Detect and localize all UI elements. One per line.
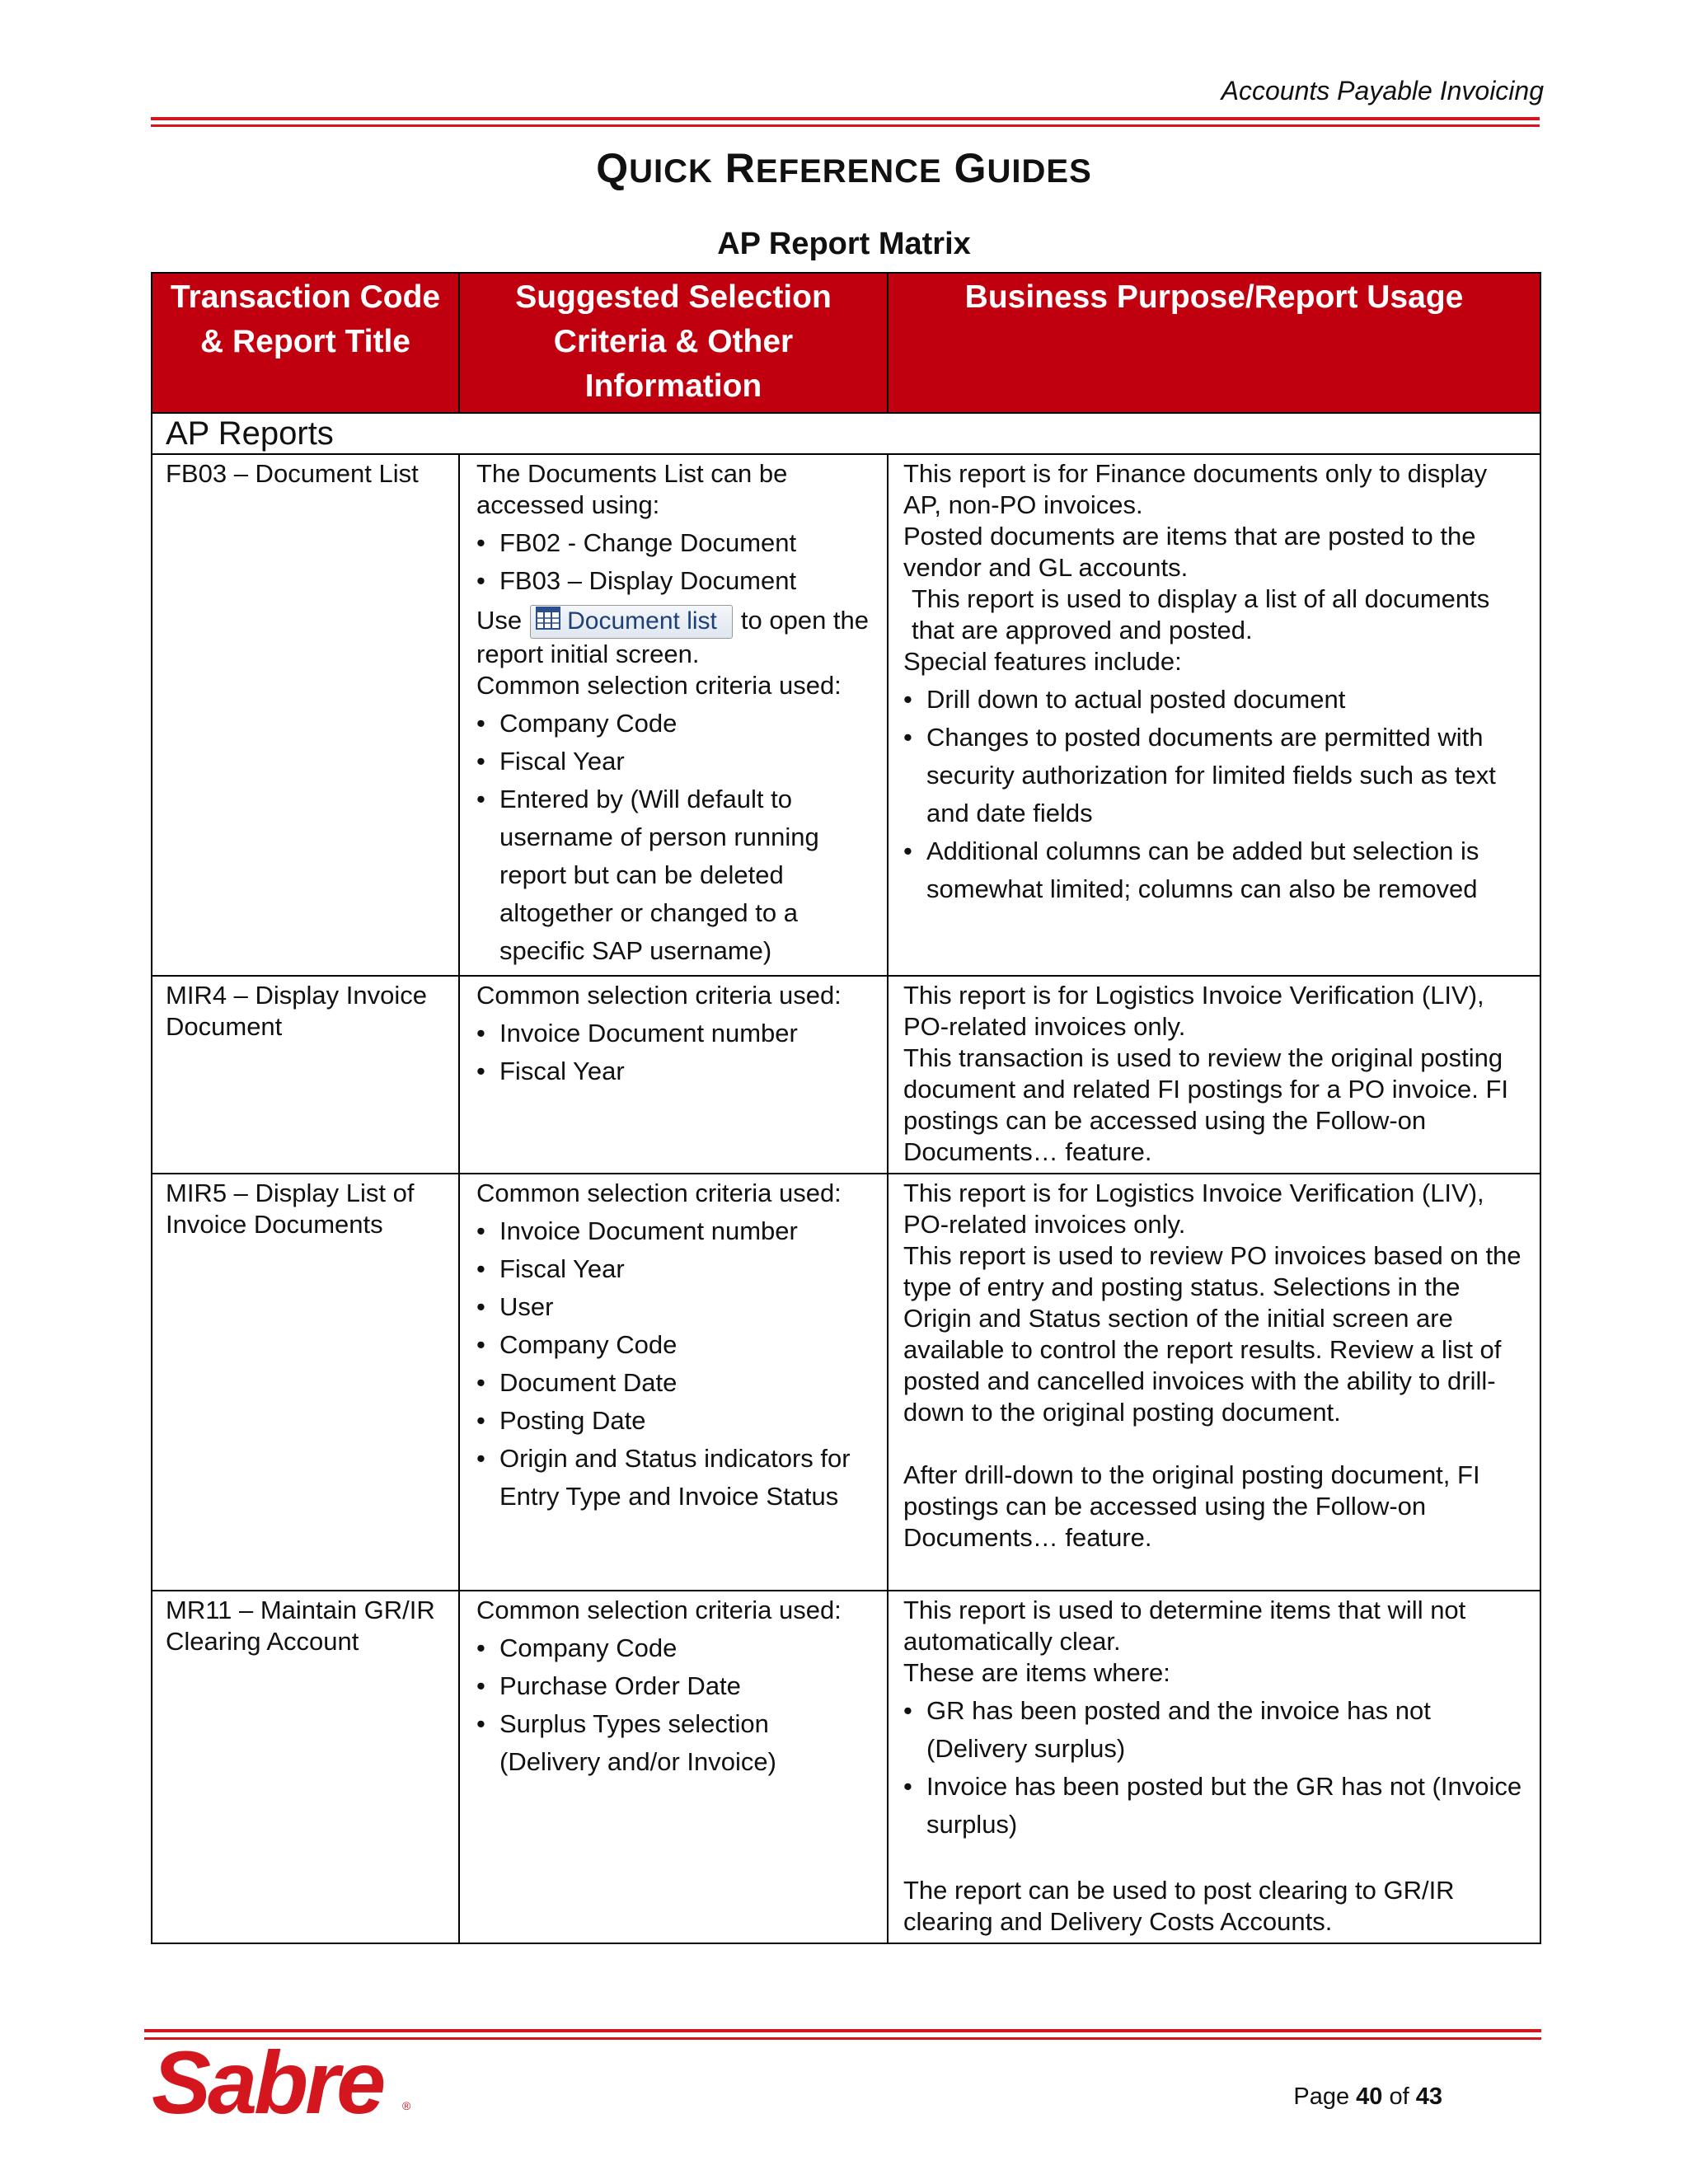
list-item: • Surplus Types selection (Delivery and/or Invoice)	[476, 1705, 870, 1781]
list-item: • Changes to posted documents are permitted with security authorization for limited fields such as text and date fields	[903, 719, 1525, 832]
table-row	[152, 1174, 1540, 1591]
purpose-paragraph: This report is used to determine items that will not automatically clear.	[903, 1596, 1466, 1657]
business-purpose-cell	[888, 1174, 1540, 1591]
document-header-title: Accounts Payable Invoicing	[1221, 76, 1544, 105]
table-row	[152, 976, 1540, 1174]
sabre-logo	[147, 2037, 419, 2132]
purpose-paragraph: This report is for Logistics Invoice Verification (LIV), PO-related invoices only.	[903, 981, 1484, 1042]
table-title: AP Report Matrix	[717, 227, 971, 261]
column-header-business-purpose: Business Purpose/Report Usage	[888, 273, 1540, 413]
list-item: • Invoice Document number	[476, 1015, 870, 1052]
criteria-list	[476, 1212, 870, 1516]
criteria-list	[476, 1629, 870, 1781]
list-grid-icon	[536, 607, 560, 638]
common-criteria-label: Common selection criteria used:	[476, 671, 842, 701]
transaction-code-cell: MR11 – Maintain GR/IR Clearing Account	[152, 1591, 459, 1943]
table-row	[152, 1591, 1540, 1943]
paragraph-gap	[903, 1428, 1525, 1460]
selection-criteria-cell	[459, 1591, 888, 1943]
purpose-paragraph: This report is used to display a list of all documents that are approved and posted.	[912, 584, 1490, 644]
logo-wordmark: Sabre	[152, 2037, 383, 2128]
list-item: • Additional columns can be added but selection is somewhat limited; columns can also be removed	[903, 832, 1525, 908]
list-item: • FB03 – Display Document	[476, 562, 870, 600]
selection-criteria-cell	[459, 454, 888, 976]
page-title: QUICK REFERENCE GUIDES	[596, 145, 1092, 191]
conditions-list	[903, 1692, 1525, 1844]
transaction-code-cell: FB03 – Document List	[152, 454, 459, 976]
list-item: • Fiscal Year	[476, 1052, 870, 1090]
list-item: • Fiscal Year	[476, 1250, 870, 1288]
use-instruction: Use Document list to open the report initial screen.	[476, 606, 870, 669]
business-purpose-cell	[888, 454, 1540, 976]
transaction-code-cell: MIR5 – Display List of Invoice Documents	[152, 1174, 459, 1591]
column-header-transaction-code: Transaction Code & Report Title	[152, 273, 459, 413]
paragraph-gap	[903, 1844, 1525, 1875]
selection-criteria-cell	[459, 1174, 888, 1591]
business-purpose-cell	[888, 1591, 1540, 1943]
table-header-row	[152, 273, 1540, 413]
section-row	[152, 413, 1540, 454]
document-list-button: Document list	[530, 605, 733, 639]
list-item: • Entered by (Will default to username of person running report but can be deleted altogether or changed to a specific SAP username)	[476, 780, 870, 970]
list-item: • Company Code	[476, 1326, 870, 1364]
features-list	[903, 681, 1525, 908]
list-item: • Drill down to actual posted document	[903, 681, 1525, 719]
table-row	[152, 454, 1540, 976]
page-number: Page 40 of 43	[1293, 2083, 1442, 2110]
svg-text:®: ®	[402, 2099, 411, 2112]
list-item: • Origin and Status indicators for Entry Type and Invoice Status	[476, 1440, 870, 1516]
criteria-intro: The Documents List can be accessed using:	[476, 459, 788, 519]
common-criteria-label: Common selection criteria used:	[476, 1179, 842, 1208]
purpose-paragraph: This report is for Logistics Invoice Verification (LIV), PO-related invoices only.	[903, 1179, 1484, 1240]
criteria-list	[476, 705, 870, 970]
list-item: • Company Code	[476, 1629, 870, 1667]
transaction-code-cell: MIR4 – Display Invoice Document	[152, 976, 459, 1174]
selection-criteria-cell	[459, 976, 888, 1174]
access-list	[476, 524, 870, 600]
criteria-list	[476, 1015, 870, 1090]
purpose-paragraph: This transaction is used to review the original posting document and related FI postings for a PO invoice. FI postings can be accessed using the Follow-on Documents… feature.	[903, 1043, 1509, 1167]
ap-report-matrix	[151, 272, 1541, 1944]
section-label: AP Reports	[152, 413, 1540, 454]
list-item: • Invoice has been posted but the GR has not (Invoice surplus)	[903, 1768, 1525, 1844]
purpose-paragraph: These are items where:	[903, 1658, 1170, 1688]
list-item: • Invoice Document number	[476, 1212, 870, 1250]
purpose-paragraph: After drill-down to the original posting document, FI postings can be accessed using the Follow-on Documents… feature.	[903, 1460, 1480, 1553]
list-item: • Posting Date	[476, 1402, 870, 1440]
common-criteria-label: Common selection criteria used:	[476, 981, 842, 1010]
purpose-paragraph: This report is for Finance documents only to display AP, non-PO invoices.	[903, 459, 1488, 519]
list-item: • Company Code	[476, 705, 870, 743]
list-item: • Document Date	[476, 1364, 870, 1402]
header-rule-top	[151, 117, 1540, 120]
list-item: • GR has been posted and the invoice has not (Delivery surplus)	[903, 1692, 1525, 1768]
common-criteria-label: Common selection criteria used:	[476, 1596, 842, 1625]
list-item: • Purchase Order Date	[476, 1667, 870, 1705]
purpose-paragraph: Special features include:	[903, 647, 1182, 676]
business-purpose-cell	[888, 976, 1540, 1174]
column-header-selection-criteria: Suggested Selection Criteria & Other Information	[459, 273, 888, 413]
list-item: • Fiscal Year	[476, 743, 870, 780]
list-item: • FB02 - Change Document	[476, 524, 870, 562]
list-item: • User	[476, 1288, 870, 1326]
purpose-paragraph: This report is used to review PO invoices based on the type of entry and posting status. Selections in the Origin and Status section of the initial screen are available to control the report results. Review a list of posted and cancelled invoices with the ability to drill-down to the original posting document.	[903, 1241, 1522, 1427]
footer-rule-top	[144, 2029, 1541, 2032]
purpose-paragraph: The report can be used to post clearing to GR/IR clearing and Delivery Costs Accounts.	[903, 1876, 1455, 1937]
purpose-paragraph: Posted documents are items that are posted to the vendor and GL accounts.	[903, 522, 1476, 582]
header-rule-bottom	[151, 124, 1540, 127]
